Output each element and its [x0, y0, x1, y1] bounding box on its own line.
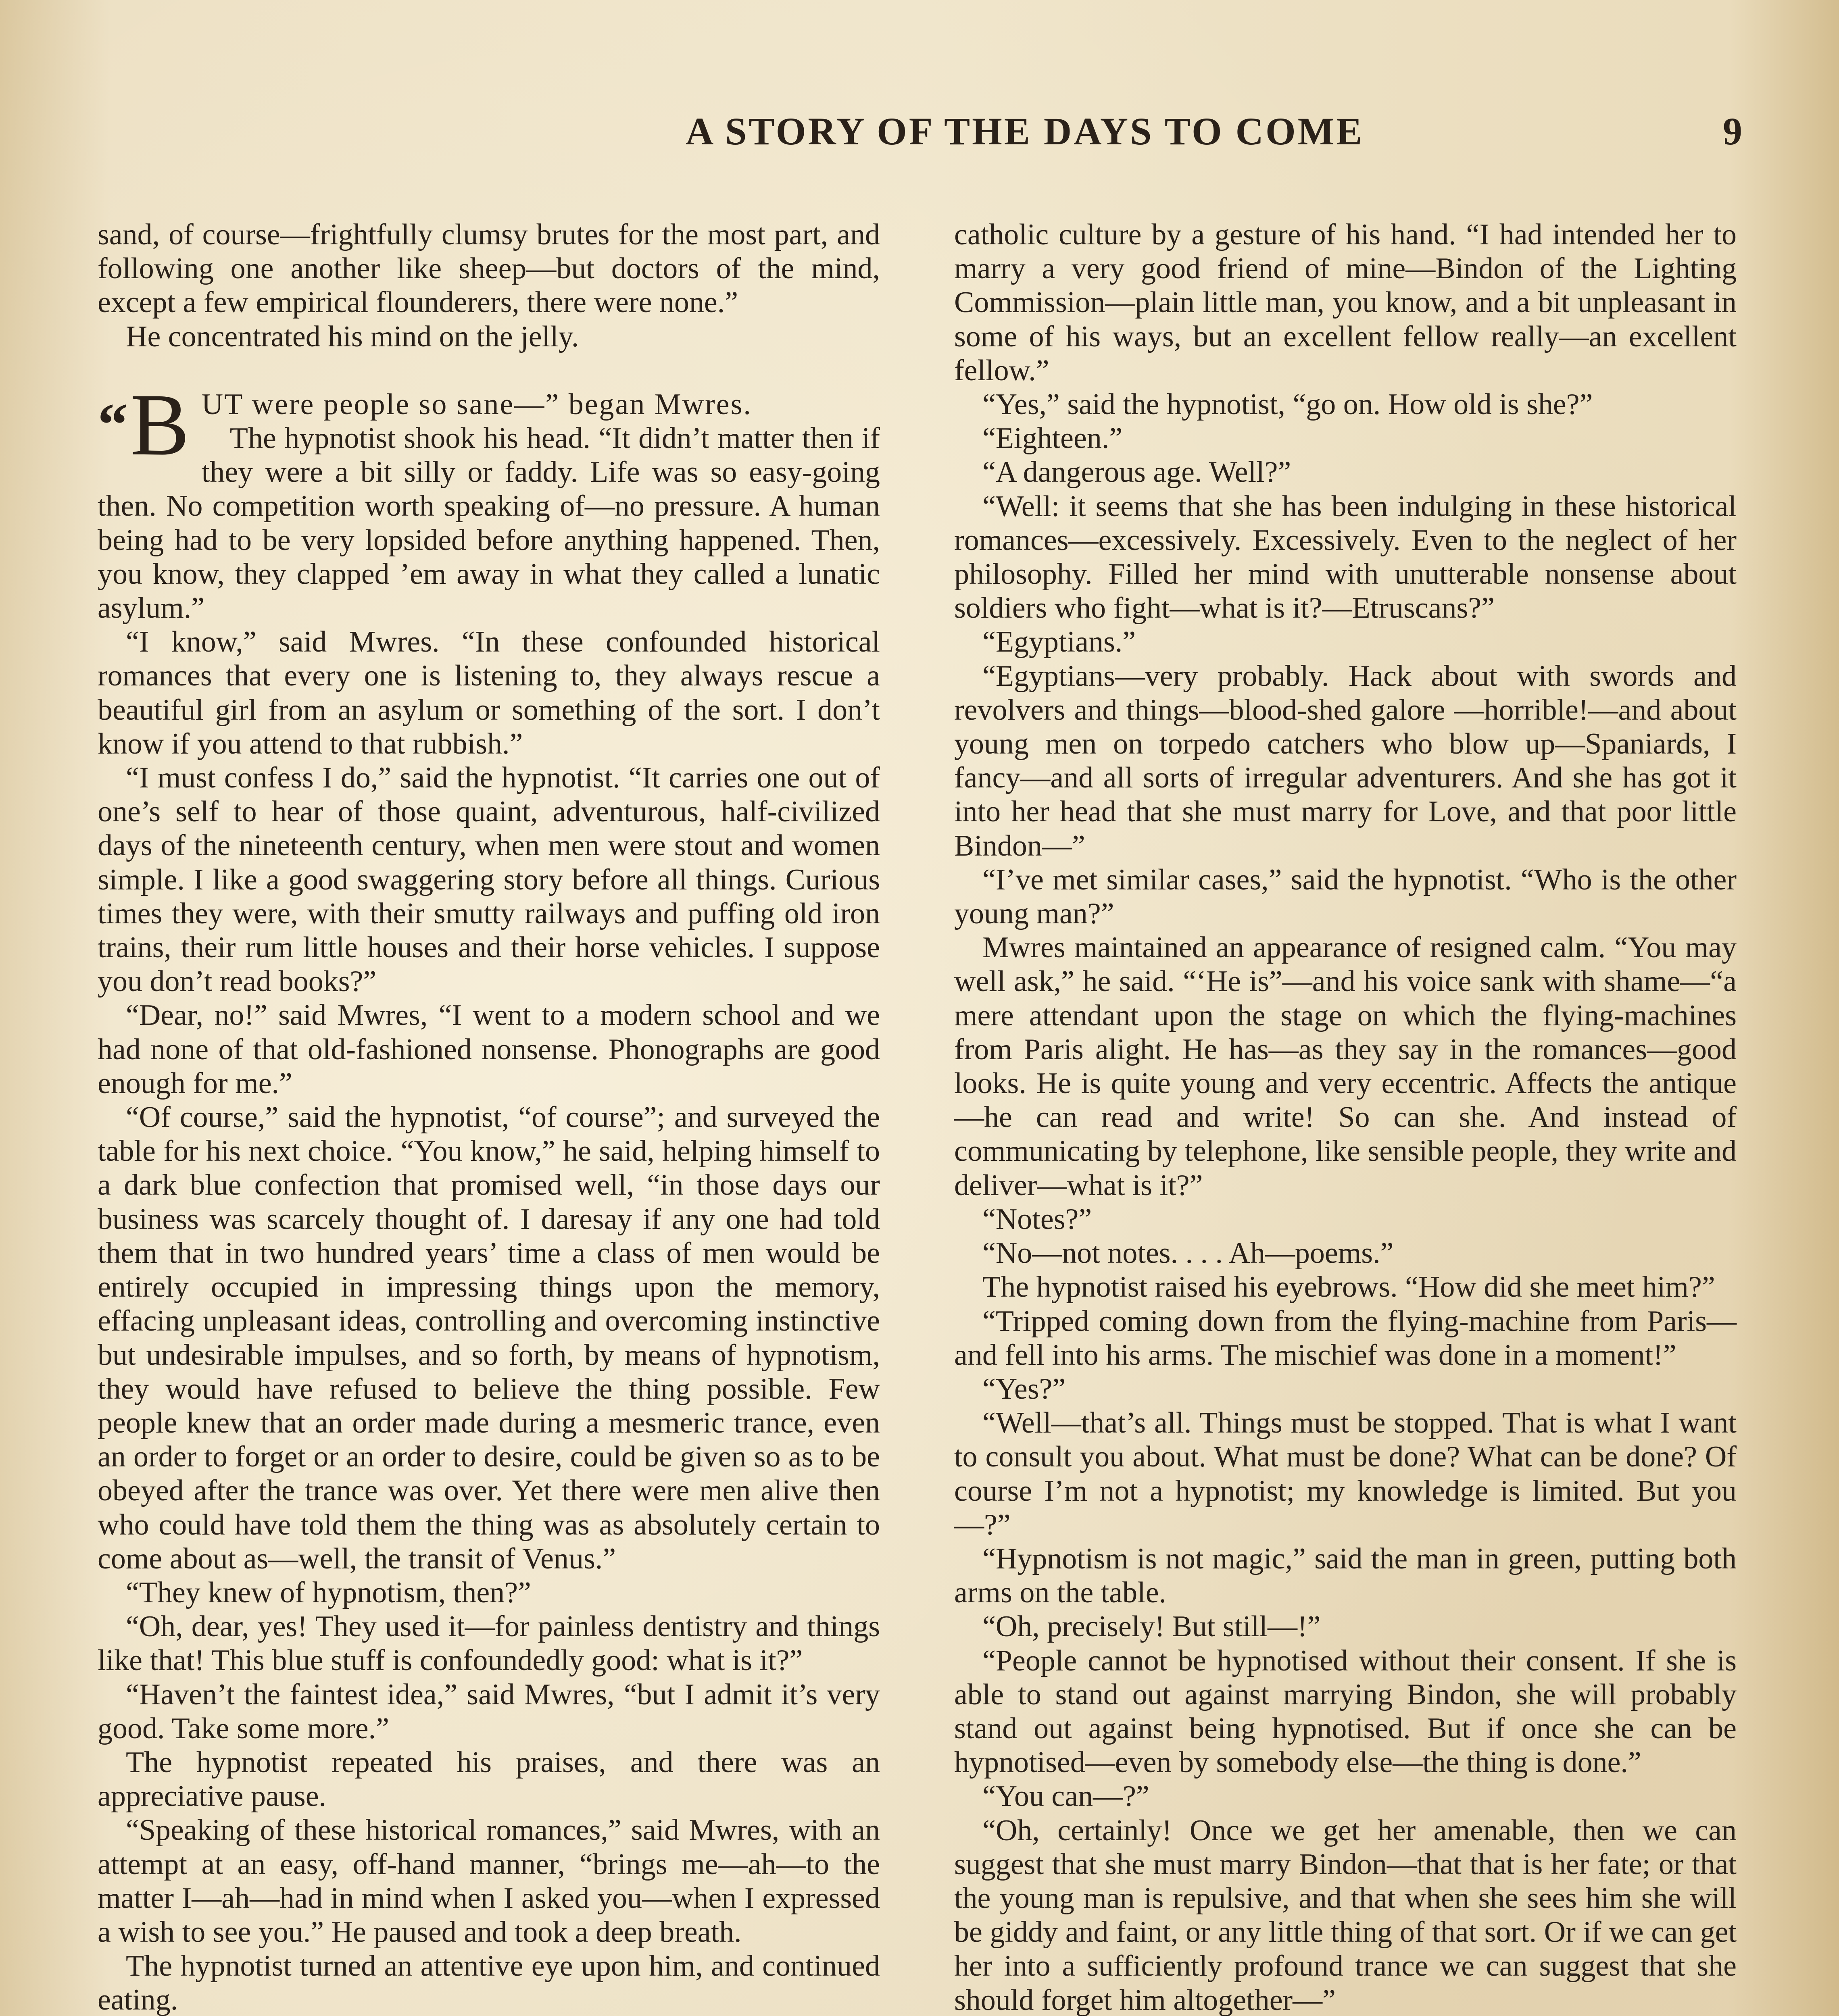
paragraph: The hypnotist repeated his praises, and there was an appreciative pause. — [98, 1745, 880, 1813]
paragraph: “Hypnotism is not magic,” said the man in green, putting both arms on the table. — [954, 1542, 1737, 1610]
paragraph: “Well—that’s all. Things must be stopped. That is what I want to consult you about. What must be done? What can be done? Of course I’m not a hypnotist; my knowledge is limited. But you—?” — [954, 1406, 1737, 1541]
paragraph: “I know,” said Mwres. “In these confounded historical romances that every one is listening to, they always rescue a beautiful girl from an asylum or something of the sort. I don’t know if you attend to that rubbish.” — [98, 625, 880, 760]
paragraph: “Well: it seems that she has been indulging in these historical romances—excessively. Excessively. Even to the neglect of her philosophy. Filled her mind with unutterable nonsense about soldiers who fight—what is it?—Etruscans?” — [954, 489, 1737, 625]
paragraph: The hypnotist shook his head. “It didn’t matter then if they were a bit silly or faddy. Life was so easy-going then. No competition worth speaking of—no pressure. A human being had to be very lopsided before anything happened. Then, you know, they clapped ’em away in what they called a lunatic asylum.” — [98, 422, 880, 625]
page-header — [97, 109, 1742, 161]
section-break — [98, 354, 880, 387]
drop-cap-letter: B — [130, 375, 190, 474]
dropcap-paragraph — [98, 375, 880, 474]
paragraph: “Egyptians.” — [982, 625, 1136, 659]
paragraph: “Yes,” said the hypnotist, “go on. How old is she?” — [982, 388, 1593, 421]
paragraph: “Eighteen.” — [982, 422, 1123, 455]
left-paragraphs-before-break — [98, 218, 880, 354]
paragraph: “They knew of hypnotism, then?” — [126, 1576, 531, 1609]
paragraph: He concentrated his mind on the jelly. — [126, 320, 579, 353]
running-title: A STORY OF THE DAYS TO COME — [686, 110, 1364, 153]
drop-cap — [98, 375, 190, 474]
page-number: 9 — [1723, 110, 1742, 153]
paragraph: “Dear, no!” said Mwres, “I went to a modern school and we had none of that old-fashioned nonsense. Phonographs are good enough for me.” — [98, 999, 880, 1100]
paragraph: “Egyptians—very probably. Hack about with swords and revolvers and things—blood-shed galore —horrible!—and about young men on torpedo catchers who blow up—Spaniards, I fancy—and all sorts of irregular adventurers. And she has got it into her head that she must marry for Love, and that poor little Bindon—” — [954, 659, 1737, 862]
paragraph: “A dangerous age. Well?” — [982, 456, 1291, 489]
dropcap-paragraph-text: UT were people so sane—” began Mwres. — [201, 387, 752, 421]
paragraph: “Tripped coming down from the flying-machine from Paris—and fell into his arms. The mischief was done in a moment!” — [954, 1304, 1737, 1372]
paragraph: “Oh, precisely! But still—!” — [982, 1610, 1321, 1643]
paragraph: “Yes?” — [982, 1372, 1066, 1406]
right-paragraphs — [954, 218, 1737, 2016]
right-column — [954, 218, 1737, 2016]
paragraph: “I’ve met similar cases,” said the hypnotist. “Who is the other young man?” — [954, 863, 1737, 931]
paragraph: “Of course,” said the hypnotist, “of course”; and surveyed the table for his next choice. “You know,” he said, helping himself to a dark blue confection that promised well, “in those days our business was scarcely thought of. I daresay if any one had told them that in two hundred years’ time a class of men would be entirely occupied in impressing things upon the memory, effacing unpleasant ideas, controlling and overcoming instinctive but undesirable impulses, and so forth, by means of hypnotism, they would have refused to believe the thing possible. Few people knew that an order made during a mesmeric trance, even an order to forget or an order to desire, could be given so as to be obeyed after the trance was over. Yet there were men alive then who could have told them the thing was as absolutely certain to come about as—well, the transit of Venus.” — [98, 1101, 880, 1575]
paragraph: “People cannot be hypnotised without their consent. If she is able to stand out against marrying Bindon, she will probably stand out against being hypnotised. But if once she can be hypnotised—even by somebody else—the thing is done.” — [954, 1644, 1737, 1779]
paragraph: “Oh, certainly! Once we get her amenable, then we can suggest that she must marry Bindon—that that is her fate; or that the young man is repulsive, and that when she sees him she will be giddy and faint, or any little thing of that sort. Or if we can get her into a sufficiently profound trance we can suggest that she should forget him altogether—” — [954, 1814, 1737, 2016]
drop-cap-quote: “ — [98, 391, 128, 458]
paragraph: sand, of course—frightfully clumsy brutes for the most part, and following one another like sheep—but doctors of the mind, except a few empirical flounderers, there were none.” — [98, 218, 880, 319]
paragraph: “Speaking of these historical romances,” said Mwres, with an attempt at an easy, off-hand manner, “brings me—ah—to the matter I—ah—had in mind when I asked you—when I expressed a wish to see you.” He paused and took a deep breath. — [98, 1814, 880, 1949]
paragraph: The hypnotist turned an attentive eye upon him, and continued eating. — [98, 1949, 880, 2016]
paragraph: “You can—?” — [982, 1780, 1149, 1813]
paragraph: “Oh, dear, yes! They used it—for painless dentistry and things like that! This blue stuff is confoundedly good: what is it?” — [98, 1610, 880, 1677]
paragraph: “Haven’t the faintest idea,” said Mwres, “but I admit it’s very good. Take some more.” — [98, 1678, 880, 1745]
paragraph: Mwres maintained an appearance of resigned calm. “You may well ask,” he said. “‘He is”—and his voice sank with shame—“a mere attendant upon the stage on which the flying-machines from Paris alight. He has—as they say in the romances—good looks. He is quite young and very eccentric. Affects the antique—he can read and write! So can she. And instead of communicating by telephone, like sensible people, they write and deliver—what is it?” — [954, 931, 1737, 1202]
paragraph: The hypnotist raised his eyebrows. “How did she meet him?” — [982, 1270, 1715, 1304]
paragraph: “Notes?” — [982, 1202, 1092, 1236]
paragraph: “I must confess I do,” said the hypnotist. “It carries one out of one’s self to hear of those quaint, adventurous, half-civilized days of the nineteenth century, when men were stout and women simple. I like a good swaggering story before all things. Curious times they were, with their smutty railways and puffing old iron trains, their rum little houses and their horse vehicles. I suppose you don’t read books?” — [98, 761, 880, 998]
paragraph: catholic culture by a gesture of his hand. “I had intended her to marry a very good friend of mine—Bindon of the Lighting Commission—plain little man, you know, and a bit unpleasant in some of his ways, but an excellent fellow really—an excellent fellow.” — [954, 218, 1737, 387]
left-column — [98, 218, 880, 2016]
left-paragraphs-after-break — [98, 421, 880, 2016]
paragraph: “No—not notes. . . . Ah—poems.” — [982, 1237, 1394, 1270]
